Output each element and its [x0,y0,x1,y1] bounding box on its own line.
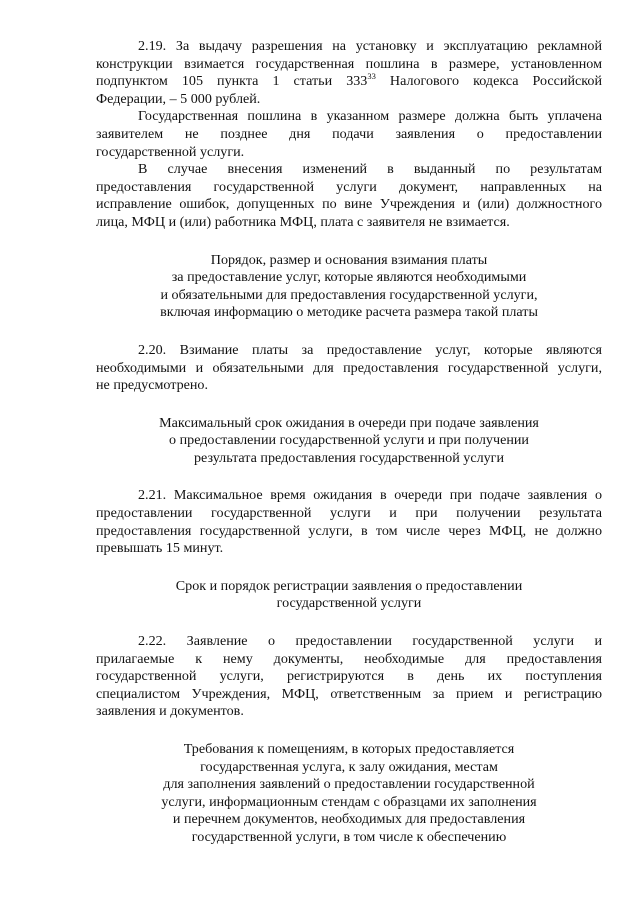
text-line: 2.20. Взимание платы за предоставление услуг, которые являются [138,341,602,358]
section-heading-queue [96,415,602,468]
heading-line: Срок и порядок регистрации заявления о предоставлении [175,577,523,594]
heading-line: и обязательными для предоставления государственной услуги, [160,286,538,303]
paragraph-2-21 [96,487,602,557]
text-line: 2.21. Максимальное время ожидания в очереди при подаче заявления о [138,487,602,504]
spacer [96,232,602,252]
spacer [96,322,602,342]
heading-line: о предоставлении государственной услуги и при получении [169,432,529,449]
paragraph-2-19 [96,38,602,108]
text-line: предоставления государственной услуги документ, направленных на [96,178,602,195]
paragraph-2-22 [96,633,602,721]
heading-line: услуги, информационным стендам с образцами их заполнения [161,793,537,810]
text-fragment: Налогового кодекса Российской [375,73,602,90]
heading-line: за предоставление услуг, которые являются необходимыми [171,269,527,286]
text-line: предоставления государственной услуги, в том числе через МФЦ, не должно [96,522,602,539]
text-line: исправление ошибок, допущенных по вине Учреждения и (или) должностного [96,196,602,213]
text-line: прилагаемые к нему документы, необходимые для предоставления [96,650,602,667]
text-line: В случае внесения изменений в выданный по результатам [138,161,602,178]
text-line: конструкции взимается государственная пошлина в размере, установленном [96,55,602,72]
section-heading-registration [96,578,602,613]
text-line: Федерации, – 5 000 рублей. [96,90,261,107]
spacer [96,395,602,415]
text-line: 2.22. Заявление о предоставлении государственной услуги и [138,633,602,650]
heading-line: и перечнем документов, необходимых для предоставления [172,811,526,828]
section-heading-premises [96,741,602,847]
spacer [96,467,602,487]
paragraph-state-duty [96,108,602,161]
text-line-with-superscript [96,73,602,91]
heading-line: результата предоставления государственной услуги [193,449,505,466]
spacer [96,558,602,578]
text-fragment: подпунктом 105 пункта 1 статьи 333 [96,73,368,90]
heading-line: Порядок, размер и основания взимания платы [210,251,488,268]
heading-line: Максимальный срок ожидания в очереди при подаче заявления [159,414,539,431]
paragraph-2-20 [96,342,602,395]
text-line: превышать 15 минут. [96,540,224,557]
text-line: 2.19. За выдачу разрешения на установку и эксплуатацию рекламной [138,38,602,54]
spacer [96,613,602,633]
heading-line: государственной услуги, в том числе к обеспечению [191,828,507,845]
section-heading-fee [96,252,602,322]
text-line: заявителем не позднее дня подачи заявления о предоставлении [96,125,602,142]
text-line: государственной услуги, регистрируются в день их поступления [96,668,602,685]
heading-line: государственная услуга, к залу ожидания, местам [200,758,498,775]
heading-line: государственной услуги [276,595,422,612]
spacer [96,721,602,741]
heading-line: для заполнения заявлений о предоставлении государственной [163,776,535,793]
text-line: предоставлении государственной услуги и при получении результата [96,505,602,522]
paragraph-error-correction [96,161,602,231]
text-line: не предусмотрено. [96,377,208,394]
superscript: 33 [367,71,376,82]
heading-line: Требования к помещениям, в которых предоставляется [183,741,515,757]
text-line: Государственная пошлина в указанном размере должна быть уплачена [138,108,602,125]
text-line: государственной услуги. [96,143,245,160]
heading-line: включая информацию о методике расчета размера такой платы [160,304,538,321]
text-line: необходимыми и обязательными для предоставления государственной услуги, [96,359,602,376]
text-line: специалистом Учреждения, МФЦ, ответственным за прием и регистрацию [96,685,602,702]
text-line: лица, МФЦ и (или) работника МФЦ, плата с заявителя не взимается. [96,213,510,230]
text-line: заявления и документов. [96,703,244,720]
